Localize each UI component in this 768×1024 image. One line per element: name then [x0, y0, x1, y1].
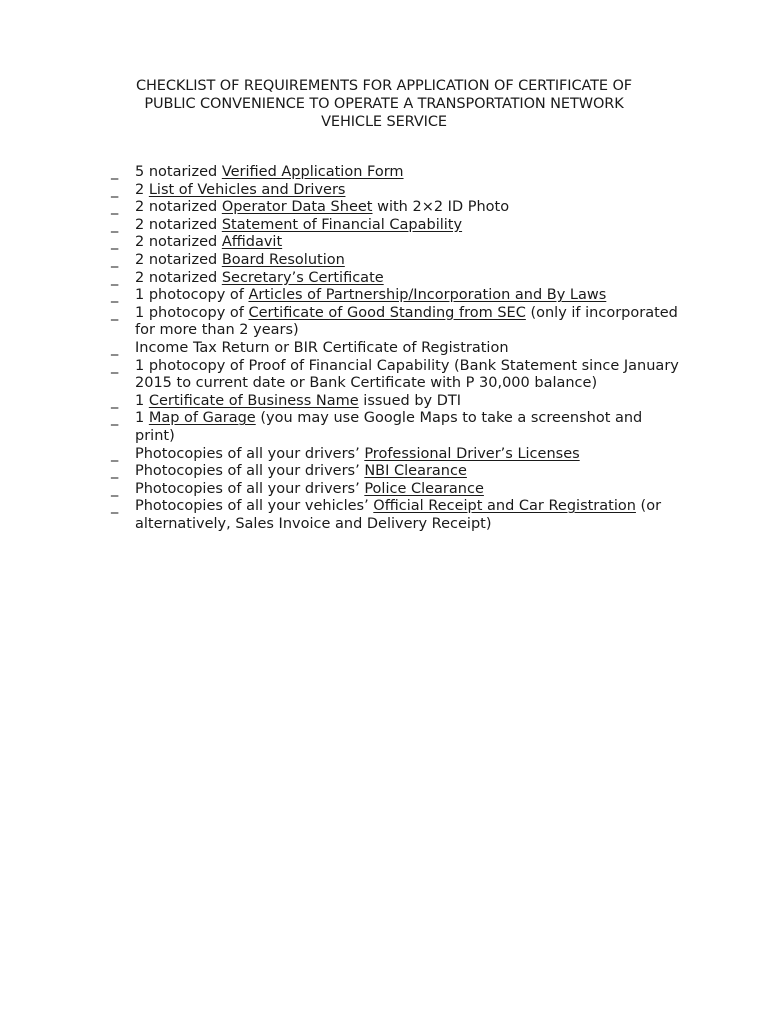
document-reference: Certificate of Business Name — [148, 392, 359, 409]
title-line-1: CHECKLIST OF REQUIREMENTS FOR APPLICATION OF CERTIFICATE OF — [135, 78, 633, 94]
checklist-item-line — [135, 287, 711, 305]
item-text: 2 notarized — [135, 216, 222, 233]
item-text: for more than 2 years) — [135, 322, 299, 339]
document-reference: Board Resolution — [221, 251, 345, 268]
checklist-item — [111, 234, 711, 252]
checklist-bullet: _ — [111, 392, 119, 409]
item-text: Photocopies of all your drivers’ — [135, 463, 365, 480]
checklist-item — [111, 217, 711, 235]
item-text: Photocopies of all your drivers’ — [135, 480, 365, 497]
checklist-item-line — [135, 498, 711, 516]
item-text: 1 photocopy of — [135, 304, 249, 321]
checklist-item-line — [135, 375, 711, 393]
document-reference: Articles of Partnership/Incorporation and By Laws — [248, 287, 607, 304]
title-line-2: PUBLIC CONVENIENCE TO OPERATE A TRANSPORTATION NETWORK — [144, 96, 624, 112]
checklist-item-line — [135, 234, 711, 252]
title-line-3: VEHICLE SERVICE — [321, 114, 447, 130]
item-text: 2 notarized — [135, 251, 222, 268]
item-text: Photocopies of all your vehicles’ — [135, 498, 374, 515]
checklist-item — [111, 463, 711, 481]
document-reference: Official Receipt and Car Registration — [373, 498, 636, 515]
item-text: 2 notarized — [135, 234, 222, 251]
checklist-bullet: _ — [111, 251, 119, 268]
checklist-bullet: _ — [111, 287, 119, 304]
item-text: 1 photocopy of — [135, 287, 249, 304]
document-reference: Operator Data Sheet — [221, 199, 373, 216]
checklist-item — [111, 199, 711, 217]
checklist-item-line — [135, 199, 711, 217]
item-text: 5 notarized — [135, 164, 222, 180]
checklist-bullet: _ — [111, 498, 119, 515]
checklist-item — [111, 481, 711, 499]
item-text: alternatively, Sales Invoice and Delivery Receipt) — [135, 515, 492, 532]
document-reference: Police Clearance — [364, 480, 484, 497]
checklist-item — [111, 446, 711, 464]
checklist-bullet: _ — [111, 357, 119, 374]
checklist-item-line — [135, 410, 711, 428]
checklist-item — [111, 393, 711, 411]
document-reference: Map of Garage — [148, 410, 256, 427]
requirements-checklist — [111, 164, 711, 533]
checklist-item — [111, 182, 711, 200]
checklist-item-line — [135, 182, 711, 200]
checklist-bullet: _ — [111, 216, 119, 233]
checklist-item-line — [135, 463, 711, 481]
checklist-bullet: _ — [111, 463, 119, 480]
document-reference: Affidavit — [221, 234, 283, 251]
checklist-item-line — [135, 516, 711, 534]
document-reference: Statement of Financial Capability — [221, 216, 463, 233]
checklist-bullet: _ — [111, 480, 119, 497]
item-text: (or — [635, 498, 662, 515]
checklist-item — [111, 164, 711, 182]
checklist-bullet: _ — [111, 199, 119, 216]
checklist-bullet: _ — [111, 269, 119, 286]
item-text: issued by DTI — [358, 392, 462, 409]
item-text: 1 — [135, 392, 149, 409]
checklist-bullet: _ — [111, 410, 119, 427]
item-text: (only if incorporated — [525, 304, 678, 321]
checklist-item-line — [135, 340, 711, 358]
checklist-item-line — [135, 481, 711, 499]
checklist-item-line — [135, 393, 711, 411]
item-text: Photocopies of all your drivers’ — [135, 445, 365, 462]
document-reference: Verified Application Form — [221, 164, 404, 180]
checklist-item — [111, 305, 711, 340]
checklist-bullet: _ — [111, 339, 119, 356]
checklist-item-line — [135, 305, 711, 323]
checklist-item-line — [135, 358, 711, 376]
checklist-bullet: _ — [111, 181, 119, 198]
checklist-bullet: _ — [111, 304, 119, 321]
document-reference: NBI Clearance — [364, 463, 467, 480]
document-reference: Secretary’s Certificate — [221, 269, 384, 286]
checklist-item — [111, 287, 711, 305]
checklist-item-line — [135, 164, 711, 182]
document-title — [80, 77, 688, 131]
checklist-item-line — [135, 270, 711, 288]
item-text: 2 notarized — [135, 199, 222, 216]
checklist-item — [111, 498, 711, 533]
checklist-item — [111, 410, 711, 445]
checklist-item-line — [135, 322, 711, 340]
item-text: 2 — [135, 181, 149, 198]
item-text: 1 — [135, 410, 149, 427]
checklist-item — [111, 358, 711, 393]
document-reference: List of Vehicles and Drivers — [148, 181, 346, 198]
item-text: 2015 to current date or Bank Certificate with P 30,000 balance) — [135, 375, 598, 392]
checklist-item-line — [135, 217, 711, 235]
document-reference: Professional Driver’s Licenses — [364, 445, 580, 462]
item-text: print) — [135, 427, 175, 444]
item-text: (you may use Google Maps to take a screenshot and — [255, 410, 643, 427]
checklist-item-line — [135, 446, 711, 464]
checklist-bullet: _ — [111, 445, 119, 462]
checklist-item-line — [135, 428, 711, 446]
checklist-bullet: _ — [111, 164, 119, 180]
item-text: 1 photocopy of Proof of Financial Capability (Bank Statement since January — [135, 357, 679, 374]
checklist-bullet: _ — [111, 234, 119, 251]
checklist-item — [111, 340, 711, 358]
item-text: with 2×2 ID Photo — [372, 199, 510, 216]
document-reference: Certificate of Good Standing from SEC — [248, 304, 526, 321]
checklist-item — [111, 252, 711, 270]
item-text: 2 notarized — [135, 269, 222, 286]
checklist-item — [111, 270, 711, 288]
checklist-item-line — [135, 252, 711, 270]
item-text: Income Tax Return or BIR Certificate of Registration — [135, 339, 509, 356]
